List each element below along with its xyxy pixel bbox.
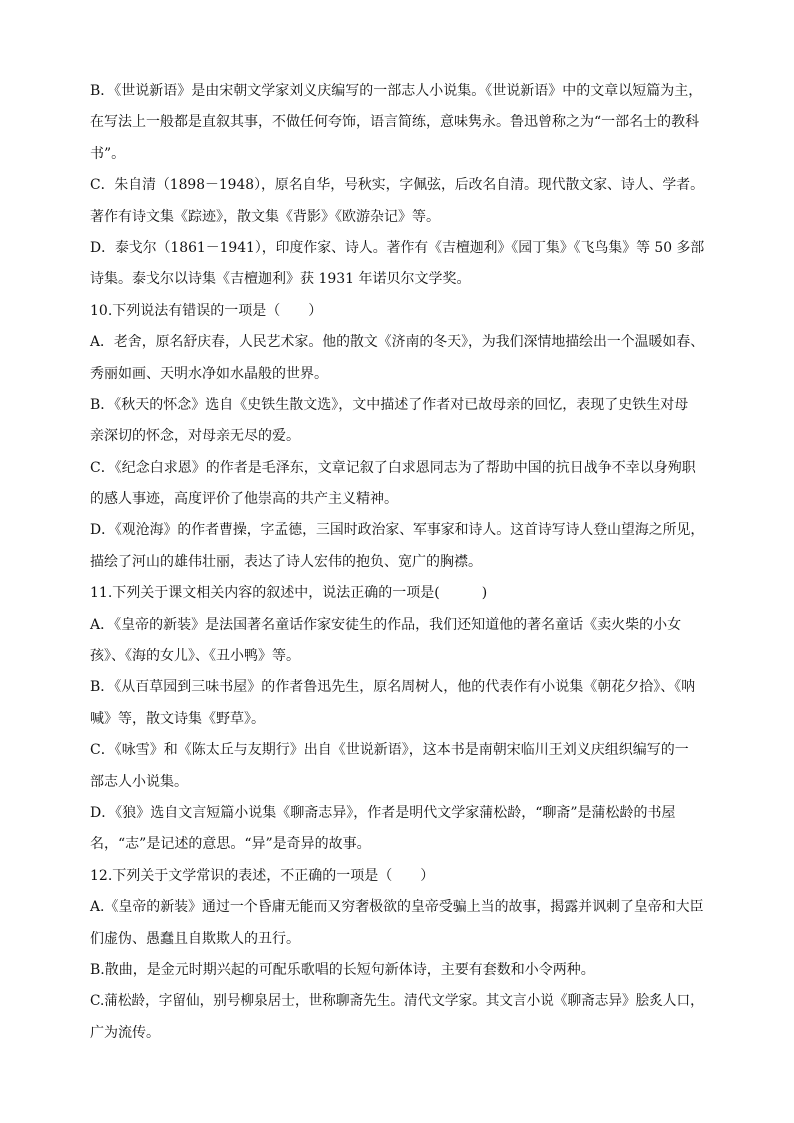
- text-line: D．《观沧海》的作者曹操，字孟德，三国时政治家、军事家和诗人。这首诗写诗人登山望海之所见，: [90, 522, 705, 539]
- text-line: B．《秋天的怀念》选自《史铁生散文选》，文中描述了作者对已故母亲的回忆，表现了史铁生对母: [90, 396, 689, 413]
- text-line: 部志人小说集。: [90, 773, 188, 790]
- text-line: 们虚伪、愚蠢且自欺欺人的丑行。: [90, 930, 300, 947]
- text-line: B．《从百草园到三味书屋》的作者鲁迅先生，原名周树人，他的代表作有小说集《朝花夕拾》、《呐: [90, 679, 696, 696]
- text-line: D．《狼》选自文言短篇小说集《聊斋志异》，作者是明代文学家蒲松龄，“聊斋”是蒲松龄的书屋: [90, 804, 676, 821]
- text-line: 喊》等，散文诗集《野草》。: [90, 710, 265, 727]
- text-line: 亲深切的怀念，对母亲无尽的爱。: [90, 428, 300, 445]
- document-body: [90, 76, 704, 1049]
- text-line: A．《皇帝的新装》是法国著名童话作家安徒生的作品，我们还知道他的著名童话《卖火柴的小女: [90, 616, 682, 633]
- text-line: A.《皇帝的新装》通过一个昏庸无能而又穷奢极欲的皇帝受骗上当的故事，揭露并讽刺了皇帝和大臣: [90, 899, 704, 916]
- text-line: B.散曲，是金元时期兴起的可配乐歌唱的长短句新体诗，主要有套数和小令两种。: [90, 961, 595, 978]
- text-line: 诗集。泰戈尔以诗集《吉檀迦利》获 1931 年诺贝尔文学奖。: [90, 271, 471, 288]
- text-line: D．泰戈尔（1861－1941），印度作家、诗人。著作有《吉檀迦利》《园丁集》《飞鸟集》等 50 多部: [90, 239, 705, 256]
- text-line: 秀丽如画、天明水净如水晶般的世界。: [90, 365, 328, 382]
- text-line: 名，“志”是记述的意思。“异”是奇异的故事。: [90, 836, 371, 853]
- text-line: 广为流传。: [90, 1024, 160, 1041]
- text-line: 的感人事迹，高度评价了他崇高的共产主义精神。: [90, 491, 398, 508]
- text-line: 书”。: [90, 145, 126, 162]
- text-line: 在写法上一般都是直叙其事，不做任何夸饰，语言简练，意味隽永。鲁迅曾称之为“一部名士的教科: [90, 114, 700, 131]
- text-line: B．《世说新语》是由宋朝文学家刘义庆编写的一部志人小说集。《世说新语》中的文章以短篇为主，: [90, 83, 703, 99]
- question-heading: 11.下列关于课文相关内容的叙述中，说法正确的一项是( ): [90, 585, 488, 602]
- text-line: C．《咏雪》和《陈太丘与友期行》出自《世说新语》，这本书是南朝宋临川王刘义庆组织编写的一: [90, 742, 689, 759]
- text-line: C．朱自清（1898－1948），原名自华，号秋实，字佩弦，后改名自清。现代散文家、诗人、学者。: [90, 177, 704, 194]
- text-line: 描绘了河山的雄伟壮丽，表达了诗人宏伟的抱负、宽广的胸襟。: [90, 553, 482, 570]
- text-line: C．《纪念白求恩》的作者是毛泽东，文章记叙了白求恩同志为了帮助中国的抗日战争不幸以身殉职: [90, 459, 696, 476]
- text-line: 著作有诗文集《踪迹》，散文集《背影》《欧游杂记》等。: [90, 208, 440, 225]
- text-line: C.蒲松龄，字留仙，别号柳泉居士，世称聊斋先生。清代文学家。其文言小说《聊斋志异》脍炙人口，: [90, 993, 704, 1010]
- text-line: A．老舍，原名舒庆春，人民艺术家。他的散文《济南的冬天》，为我们深情地描绘出一个温暖如春、: [90, 334, 705, 351]
- question-heading: 12.下列关于文学常识的表述，不正确的一项是（ ）: [90, 867, 435, 884]
- question-heading: 10.下列说法有错误的一项是（ ）: [90, 302, 323, 319]
- text-line: 孩》、《海的女儿》、《丑小鸭》等。: [90, 648, 300, 665]
